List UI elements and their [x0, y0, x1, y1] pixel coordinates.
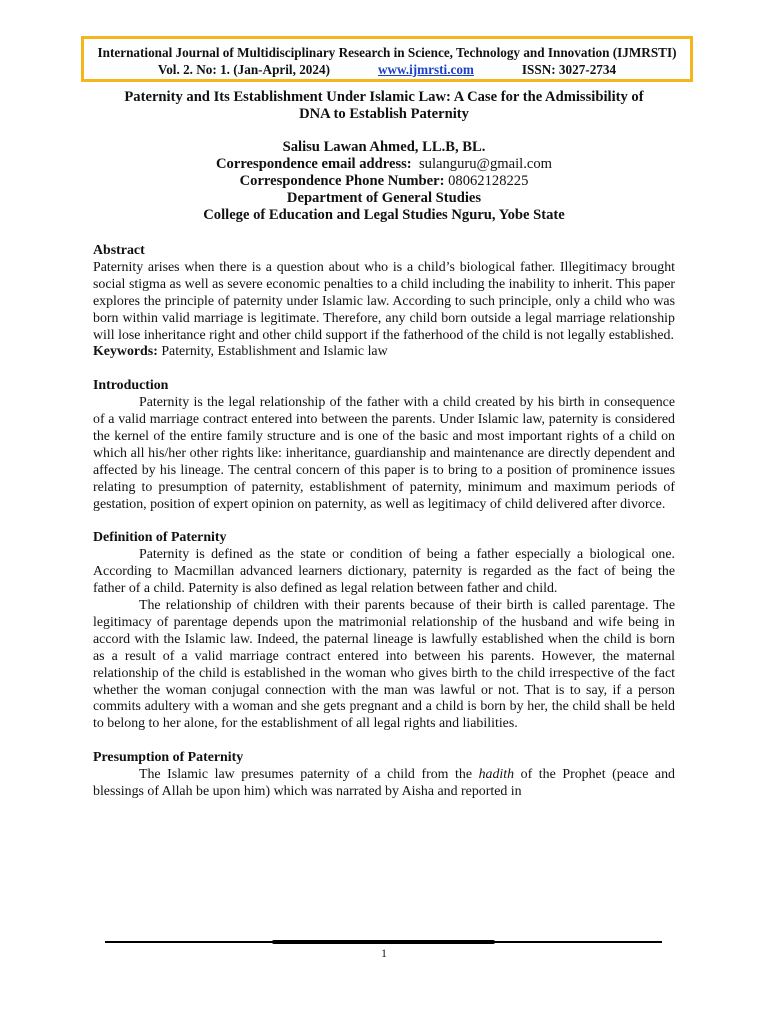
- author-department: Department of General Studies: [286, 190, 482, 207]
- definition-heading: Definition of Paternity: [93, 530, 227, 546]
- definition-paragraph-2: The relationship of children with their parents because of their birth is called parentage. The legitimacy of parentage depends upon the matrimonial relationship of the husband and wife being in accord with the Islamic law. Indeed, the paternal lineage is lawfully established when the child is born as a result of a valid marriage contract entered into between his parents. However, the maternal relationship of the child is established in the woman who gives birth to the child irrespective of the fact whether the woman conjugal connection with the man was lawful or not. That is to say, if a person commits adultery with a woman and she gets pregnant and a child is born by her, the child shall be held to belong to her alone, for the establishment of all legal rights and liabilities.: [93, 598, 675, 732]
- journal-issue-line: [84, 61, 690, 78]
- paper-title: [92, 89, 676, 123]
- presumption-heading: Presumption of Paternity: [93, 750, 244, 766]
- author-college: College of Education and Legal Studies Nguru, Yobe State: [203, 207, 565, 224]
- author-phone: 08062128225: [448, 173, 529, 190]
- paper-title-line2: DNA to Establish Paternity: [299, 106, 469, 122]
- journal-name: International Journal of Multidisciplinary Research in Science, Technology and Innovation (IJMRSTI): [97, 45, 677, 60]
- paper-body: [93, 243, 675, 801]
- abstract-text: Paternity arises when there is a question about who is a child’s biological father. Illegitimacy brought social stigma as well as severe economic penalties to a child including the inability to inherit. This paper explores the principle of paternity under Islamic law. According to such principle, only a child who was born within valid marriage is legitimate. Therefore, any child born outside a legal marriage relationship will lose inheritance right and other child support if the fatherhood of the child is not legally established.: [93, 259, 675, 343]
- abstract-heading: Abstract: [93, 243, 145, 258]
- email-label: Correspondence email address:: [216, 156, 412, 173]
- presumption-text-end: of the Prophet (peace and blessings of Allah be upon him) which was narrated by Aisha and reported in: [93, 767, 675, 799]
- presumption-text-start: The Islamic law presumes paternity of a child from the: [139, 767, 472, 783]
- hadith-term: hadith: [478, 767, 515, 783]
- paper-title-line1: Paternity and Its Establishment Under Islamic Law: A Case for the Admissibility of: [124, 89, 644, 105]
- journal-volume: Vol. 2. No: 1. (Jan-April, 2024): [157, 62, 330, 77]
- journal-issn: ISSN: 3027-2734: [521, 62, 617, 77]
- author-block: [92, 139, 676, 224]
- author-email[interactable]: sulanguru@gmail.com: [418, 156, 552, 173]
- author-name: Salisu Lawan Ahmed, LL.B, BL.: [282, 139, 486, 155]
- definition-paragraph-1: Paternity is defined as the state or condition of being a father especially a biological one. According to Macmillan advanced learners dictionary, paternity is regarded as the fact of being the father of a child. Paternity is also defined as legal relation between father and child.: [93, 547, 675, 597]
- keywords-label: Keywords:: [93, 344, 158, 360]
- phone-label: Correspondence Phone Number:: [239, 173, 445, 190]
- journal-website-link[interactable]: www.ijmrsti.com: [377, 62, 474, 77]
- journal-header: [81, 36, 693, 82]
- presumption-text: [93, 767, 675, 801]
- page-number: 1: [381, 948, 387, 960]
- introduction-text: Paternity is the legal relationship of the father with a child created by his birth in consequence of a valid marriage contract entered into between the parents. Under Islamic law, paternity is considered the kernel of the entire family structure and is one of the basic and most important rights of a child on which all his/her other rights like: inheritance, guardianship and maintenance are directly dependent and affected by his lineage. The central concern of this paper is to bring to a position of prominence issues relating to presumption of paternity, establishment of paternity, minimum and maximum periods of gestation, position of expert opinion on paternity, as well as legitimacy of child delivered after divorce.: [93, 395, 675, 512]
- introduction-heading: Introduction: [93, 378, 169, 394]
- keywords-line: [93, 344, 675, 361]
- keywords-value: Paternity, Establishment and Islamic law: [161, 344, 388, 360]
- footer-divider: [105, 941, 662, 943]
